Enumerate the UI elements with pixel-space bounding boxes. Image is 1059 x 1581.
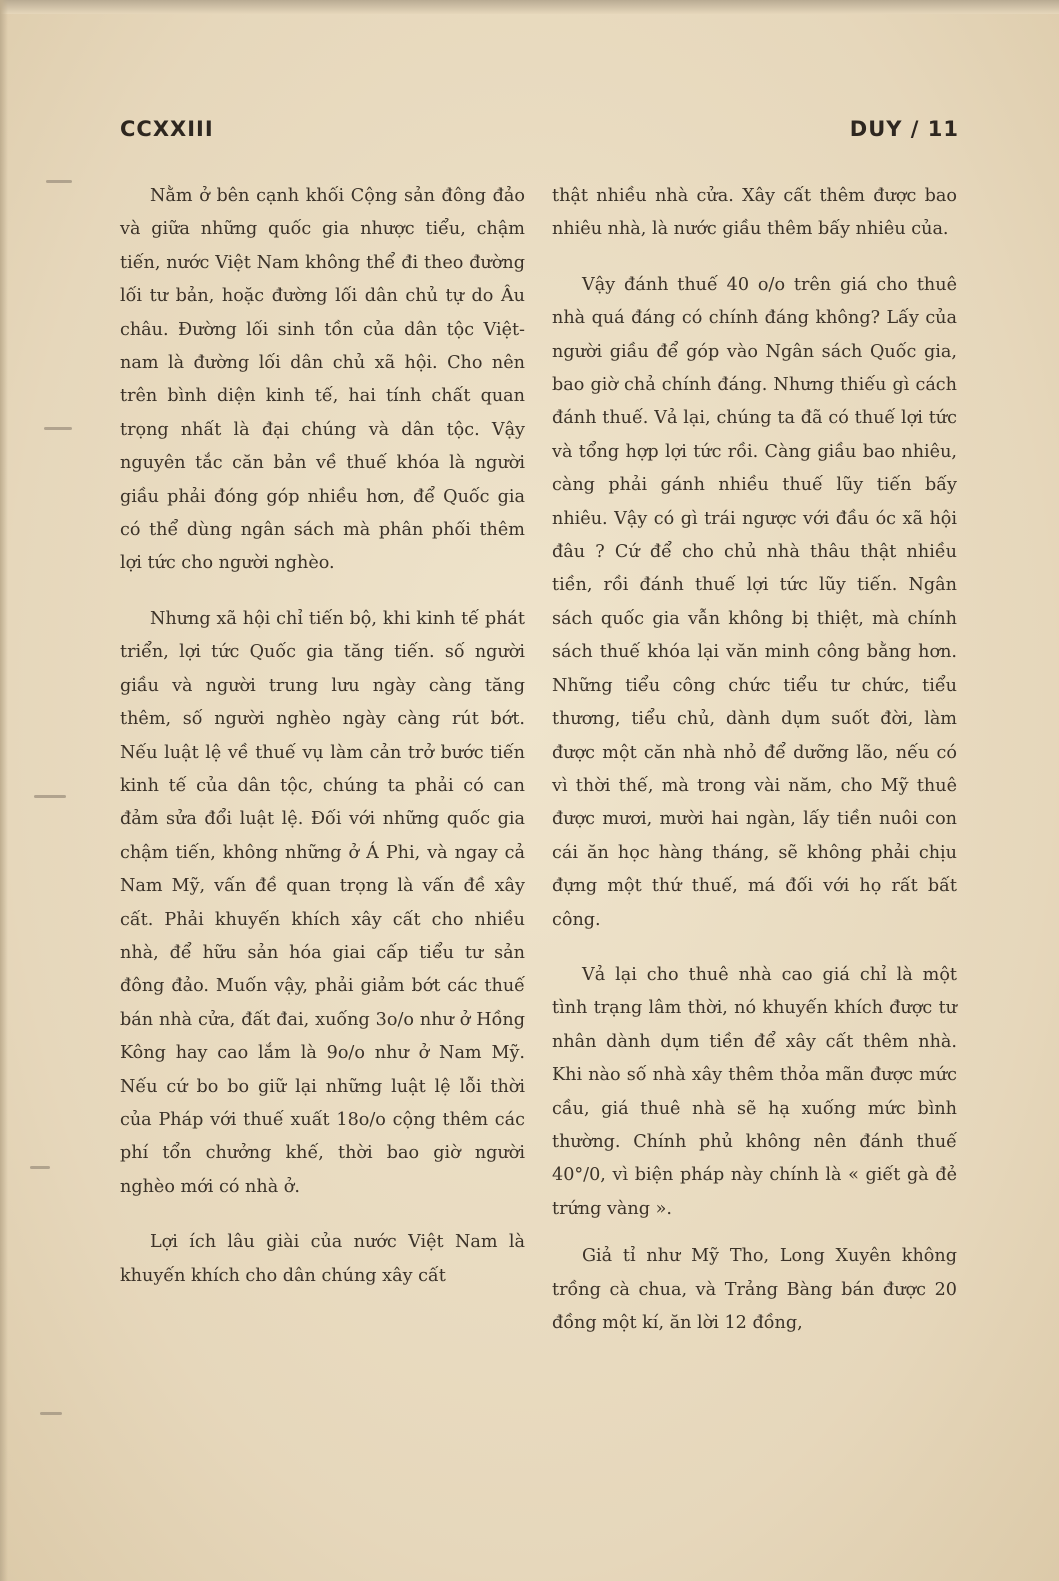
page-left-edge — [0, 0, 8, 1581]
binding-hole-mark — [44, 427, 72, 430]
paragraph-continued: thật nhiều nhà cửa. Xây cất thêm được bao nhiêu nhà, là nước giầu thêm bấy nhiêu của. — [552, 186, 957, 240]
paragraph: Giả tỉ như Mỹ Tho, Long Xuyên không trồng cà chua, và Trảng Bàng bán được 20 đồng một kí, ăn lời 12 đồng, — [552, 1246, 957, 1333]
paragraph: Nhưng xã hội chỉ tiến bộ, khi kinh tế phát triển, lợi tức Quốc gia tăng tiến. số người giầu và người trung lưu ngày càng tăng thêm, số người nghèo ngày càng rút bớt. Nếu luật lệ về thuế vụ làm cản trở bước tiến kinh tế của dân tộc, chúng ta phải có can đảm sửa đổi luật lệ. Đối với những quốc gia chậm tiến, không những ở Á Phi, và ngay cả Nam Mỹ, vấn đề quan trọng là vấn đề xây cất. Phải khuyến khích xây cất cho nhiều nhà, để hữu sản hóa giai cấp tiểu tư sản đông đảo. Muốn vậy, phải giảm bớt các thuế bán nhà cửa, đất đai, xuống 3o/o như ở Hồng Kông hay cao lắm là 9o/o như ở Nam Mỹ. Nếu cứ bo bo giữ lại những luật lệ lỗi thời của Pháp với thuế xuất 18o/o cộng thêm các phí tổn chưởng khế, thời bao giờ người nghèo mới có nhà ở. — [120, 608, 525, 1197]
right-column — [552, 180, 957, 1340]
paragraph: Vậy đánh thuế 40 o/o trên giá cho thuê nhà quá đáng có chính đáng không? Lấy của người giầu để góp vào Ngân sách Quốc gia, bao giờ chả chính đáng. Nhưng thiếu gì cách đánh thuế. Vả lại, chúng ta đã có thuế lợi tức và tổng hợp lợi tức rồi. Càng giầu bao nhiêu, càng phải gánh nhiều thuế lũy tiến bấy nhiêu. Vậy có gì trái ngược với đầu óc xã hội đâu ? Cứ để cho chủ nhà thâu thật nhiều tiền, rồi đánh thuế lợi tức lũy tiến. Ngân sách quốc gia vẫn không bị thiệt, mà chính sách thuế khóa lại văn minh công bằng hơn. Những tiểu công chức tiểu tư chức, tiểu thương, tiểu chủ, dành dụm suốt đời, làm được một căn nhà nhỏ để dưỡng lão, nếu có vì thời thế, mà trong vài năm, cho Mỹ thuê được mươi, mười hai ngàn, lấy tiền nuôi con cái ăn học hàng tháng, sẽ không phải chịu đựng một thứ thuế, má đối với họ rất bất công. — [552, 274, 957, 930]
binding-hole-mark — [30, 1166, 50, 1169]
left-column — [120, 180, 525, 1293]
running-header — [120, 117, 959, 147]
binding-hole-mark — [46, 180, 72, 183]
paragraph: Vả lại cho thuê nhà cao giá chỉ là một tình trạng lâm thời, nó khuyến khích được tư nhân dành dụm tiền để xây cất thêm nhà. Khi nào số nhà xây thêm thỏa mãn được mức cầu, giá thuê nhà sẽ hạ xuống mức bình thường. Chính phủ không nên đánh thuế 40°/0, vì biện pháp này chính là « giết gà đẻ trứng vàng ». — [552, 964, 957, 1219]
issue-number: CCXXIII — [120, 117, 214, 141]
paragraph: Lợi ích lâu giài của nước Việt Nam là khuyến khích cho dân chúng xây cất — [120, 1232, 525, 1286]
binding-hole-mark — [34, 795, 66, 798]
page-top-edge — [0, 0, 1059, 14]
page-number: DUY / 11 — [849, 117, 959, 141]
binding-hole-mark — [40, 1412, 62, 1415]
paragraph: Nằm ở bên cạnh khối Cộng sản đông đảo và giữa những quốc gia nhược tiểu, chậm tiến, nước Việt Nam không thể đi theo đường lối tư bản, hoặc đường lối dân chủ tự do Âu châu. Đường lối sinh tồn của dân tộc Việt-nam là đường lối dân chủ xã hội. Cho nên trên bình diện kinh tế, hai tính chất quan trọng nhất là đại chúng và dân tộc. Vậy nguyên tắc căn bản về thuế khóa là người giầu phải đóng góp nhiều hơn, để Quốc gia có thể dùng ngân sách mà phân phối thêm lợi tức cho người nghèo. — [120, 186, 525, 574]
